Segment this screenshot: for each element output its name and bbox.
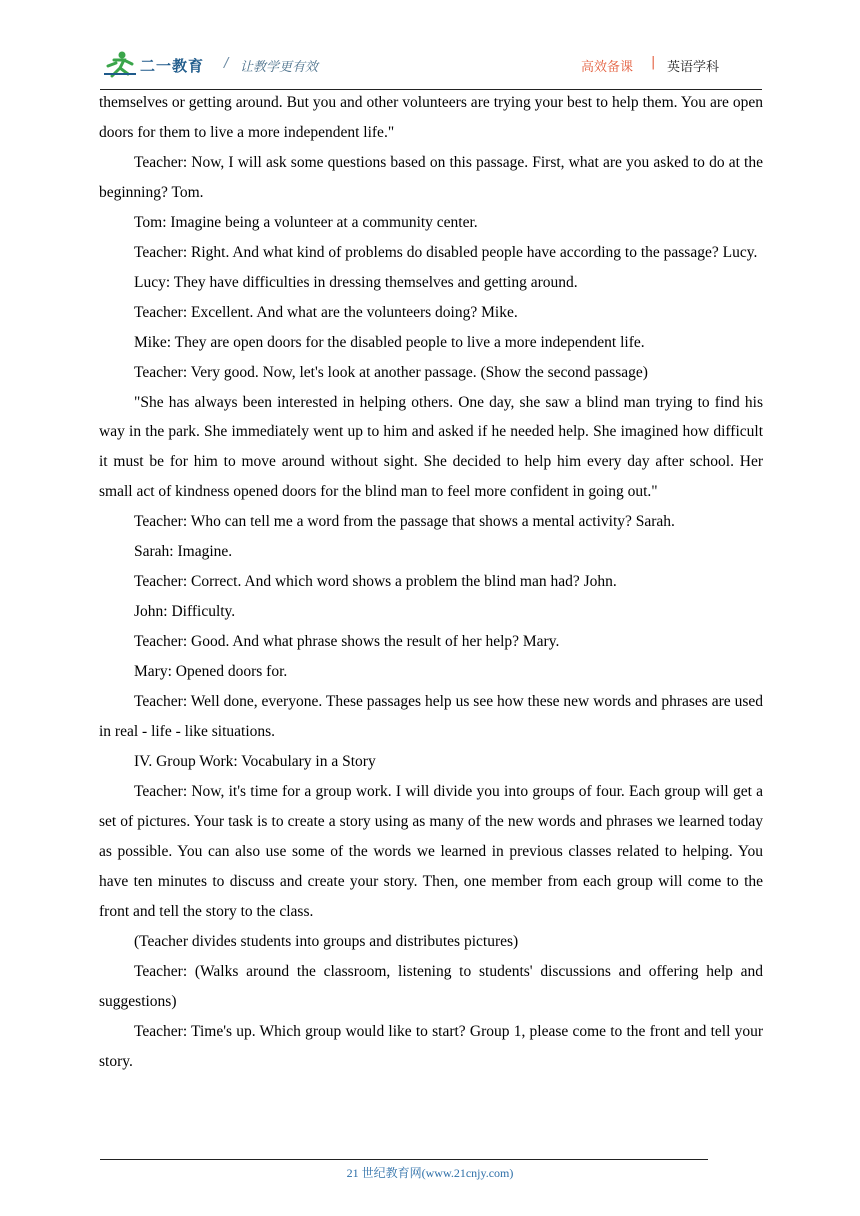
logo-text: 二一教育 [140, 57, 205, 75]
footer-source: 21 世纪教育网(www.21cnjy.com) [346, 1166, 514, 1180]
paragraph: Lucy: They have difficulties in dressing themselves and getting around. [134, 273, 578, 291]
paragraph: Teacher: (Walks around the classroom, listening to students' discussions and offering help and suggestions) [99, 962, 763, 1010]
paragraph: John: Difficulty. [134, 603, 236, 621]
header-tag-prep: 高效备课 [581, 60, 634, 75]
paragraph: Teacher: Good. And what phrase shows the result of her help? Mary. [134, 633, 560, 651]
paragraph: Tom: Imagine being a volunteer at a community center. [134, 213, 478, 231]
paragraph: Teacher: Very good. Now, let's look at another passage. (Show the second passage) [134, 363, 648, 381]
paragraph: Teacher: Time's up. Which group would like to start? Group 1, please come to the front and tell your story. [99, 1022, 763, 1070]
header-tag-separator: | [651, 55, 656, 70]
paragraph: Teacher: Who can tell me a word from the passage that shows a mental activity? Sarah. [134, 513, 675, 531]
paragraph: IV. Group Work: Vocabulary in a Story [134, 752, 376, 770]
paragraph: Teacher: Excellent. And what are the volunteers doing? Mike. [134, 303, 518, 321]
header-tag-subject: 英语学科 [667, 60, 720, 75]
page-header [100, 50, 762, 88]
document-body [99, 88, 763, 1076]
paragraph: themselves or getting around. But you and other volunteers are trying your best to help them. You are open doors for them to live a more independent life." [99, 94, 763, 141]
paragraph: Teacher: Right. And what kind of problems do disabled people have according to the passage? Lucy. [134, 243, 758, 261]
paragraph: Teacher: Correct. And which word shows a problem the blind man had? John. [134, 573, 617, 591]
paragraph: Mary: Opened doors for. [134, 663, 288, 681]
footer-divider [100, 1159, 708, 1160]
paragraph: Mike: They are open doors for the disabled people to live a more independent life. [134, 333, 645, 351]
header-slash: / [224, 56, 229, 71]
paragraph: Sarah: Imagine. [134, 543, 233, 561]
header-slogan: 让教学更有效 [240, 60, 319, 75]
paragraph: Teacher: Now, I will ask some questions based on this passage. First, what are you asked to do at the beginning? Tom. [99, 153, 763, 201]
paragraph: "She has always been interested in helping others. One day, she saw a blind man trying to find his way in the park. She immediately went up to him and asked if he needed help. She imagined how difficult it must be for him to move around without sight. She decided to help him every day after school. Her small act of kindness opened doors for the blind man to feel more confident in going out." [99, 393, 763, 501]
paragraph: (Teacher divides students into groups and distributes pictures) [134, 932, 519, 950]
paragraph: Teacher: Now, it's time for a group work. I will divide you into groups of four. Each group will get a set of pictures. Your task is to create a story using as many of the new words and phrases we learned today as possible. You can also use some of the words we learned in previous classes related to helping. You have ten minutes to discuss and create your story. Then, one member from each group will come to the front and tell the story to the class. [99, 782, 763, 920]
paragraph: Teacher: Well done, everyone. These passages help us see how these new words and phrases are used in real - life - like situations. [99, 693, 763, 741]
